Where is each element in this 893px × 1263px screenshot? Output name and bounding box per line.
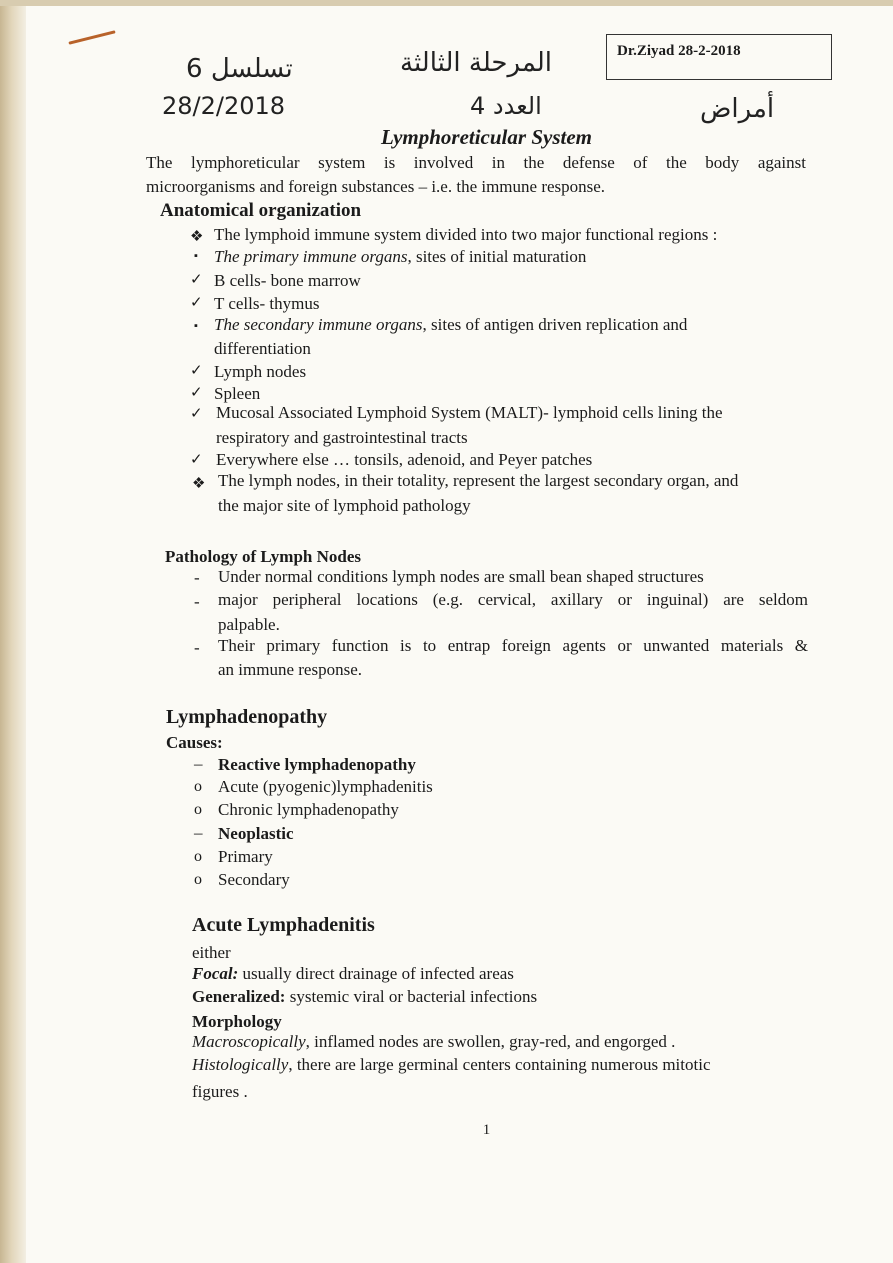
malt-line-2: respiratory and gastrointestinal tracts — [216, 428, 468, 447]
pen-mark — [68, 30, 115, 45]
dash-bullet: - — [194, 638, 200, 657]
primary-organs-label: The primary immune organs — [214, 247, 408, 266]
b-cells-item: B cells- bone marrow — [214, 271, 361, 290]
acute-heading: Acute Lymphadenitis — [192, 914, 375, 936]
macro-label: Macroscopically — [192, 1032, 306, 1051]
circle-bullet: o — [194, 801, 202, 818]
square-bullet-icon: ▪ — [194, 250, 198, 262]
intro-line-2: microorganisms and foreign substances – i.e. the immune response. — [146, 177, 606, 196]
generalized-line — [192, 986, 537, 1008]
histo-label: Histologically — [192, 1055, 289, 1074]
anatomy-point-2-line-1: The lymph nodes, in their totality, represent the largest secondary organ, and — [218, 471, 739, 490]
lymphadenopathy-heading: Lymphadenopathy — [166, 706, 328, 728]
handwritten-stage: المرحلة الثالثة — [400, 48, 553, 78]
pathology-heading: Pathology of Lymph Nodes — [165, 547, 361, 566]
everywhere-item: Everywhere else … tonsils, adenoid, and Peyer patches — [216, 450, 593, 469]
generalized-label: Generalized: — [192, 987, 286, 1006]
macro-text: , inflamed nodes are swollen, gray-red, and engorged . — [305, 1032, 676, 1051]
histo-text: , there are large germinal centers containing numerous mitotic — [288, 1055, 711, 1074]
pathology-item-1: Under normal conditions lymph nodes are small bean shaped structures — [218, 567, 704, 586]
secondary-organs — [214, 314, 687, 336]
diamond-bullet-icon: ❖ — [190, 229, 204, 245]
scan-top-edge — [0, 0, 893, 6]
either-text: either — [192, 943, 231, 962]
diamond-bullet-icon: ❖ — [192, 476, 206, 492]
endash-bullet: – — [194, 754, 203, 773]
focal-text: usually direct drainage of infected areas — [238, 964, 514, 983]
neoplastic-item: Neoplastic — [218, 824, 294, 843]
anatomy-point-2-line-2: the major site of lymphoid pathology — [218, 496, 471, 515]
macro-line — [192, 1031, 675, 1053]
secondary-organs-label: The secondary immune organs — [214, 315, 423, 334]
morphology-heading: Morphology — [192, 1012, 282, 1031]
check-icon: ✓ — [190, 272, 203, 288]
malt-line-1: Mucosal Associated Lymphoid System (MALT)- lymphoid cells lining the — [216, 403, 723, 422]
generalized-text: systemic viral or bacterial infections — [285, 987, 538, 1006]
doctor-date-box: Dr.Ziyad 28-2-2018 — [606, 34, 832, 80]
endash-bullet: – — [194, 823, 203, 842]
circle-bullet: o — [194, 871, 202, 888]
acute-item: Acute (pyogenic)lymphadenitis — [218, 777, 433, 796]
chronic-item: Chronic lymphadenopathy — [218, 800, 399, 819]
primary-organs — [214, 246, 586, 268]
page-title: Lymphoreticular System — [381, 125, 592, 149]
causes-label: Causes: — [166, 733, 223, 752]
pathology-item-3-line-1: Their primary function is to entrap foreign agents or unwanted materials & — [218, 636, 808, 655]
handwritten-date: 28/2/2018 — [162, 92, 286, 120]
circle-bullet: o — [194, 848, 202, 865]
lymph-nodes-item: Lymph nodes — [214, 362, 307, 381]
primary-item: Primary — [218, 847, 273, 866]
circle-bullet: o — [194, 778, 202, 795]
focal-line — [192, 963, 514, 985]
square-bullet-icon: ▪ — [194, 320, 198, 332]
check-icon: ✓ — [190, 295, 203, 311]
pathology-item-3-line-2: an immune response. — [218, 660, 362, 679]
handwritten-serial: 6 تسلسل — [186, 54, 293, 84]
pathology-item-2-line-2: palpable. — [218, 615, 280, 634]
t-cells-item: T cells- thymus — [214, 294, 320, 313]
check-icon: ✓ — [190, 406, 203, 422]
reactive-item: Reactive lymphadenopathy — [218, 755, 416, 774]
dash-bullet: - — [194, 568, 200, 587]
secondary-organs-line-2: differentiation — [214, 339, 311, 358]
focal-label: Focal: — [192, 964, 239, 983]
anatomy-heading: Anatomical organization — [160, 200, 362, 221]
secondary-item: Secondary — [218, 870, 290, 889]
handwritten-subject: أمراض — [700, 94, 775, 124]
primary-organs-text: , sites of initial maturation — [407, 247, 587, 266]
intro-line-1: The lymphoreticular system is involved in the defense of the body against — [146, 153, 806, 172]
anatomy-point-1: The lymphoid immune system divided into two major functional regions : — [214, 225, 718, 244]
check-icon: ✓ — [190, 363, 203, 379]
check-icon: ✓ — [190, 452, 203, 468]
page-number: 1 — [482, 1122, 491, 1138]
handwritten-number: العدد 4 — [470, 92, 542, 120]
dash-bullet: - — [194, 592, 200, 611]
histo-line — [192, 1054, 711, 1076]
scan-left-edge — [0, 0, 26, 1263]
pathology-item-2-line-1: major peripheral locations (e.g. cervical, axillary or inguinal) are seldom — [218, 590, 808, 609]
spleen-item: Spleen — [214, 384, 261, 403]
secondary-organs-text: , sites of antigen driven replication and — [422, 315, 688, 334]
histo-line-2: figures . — [192, 1082, 248, 1101]
check-icon: ✓ — [190, 385, 203, 401]
